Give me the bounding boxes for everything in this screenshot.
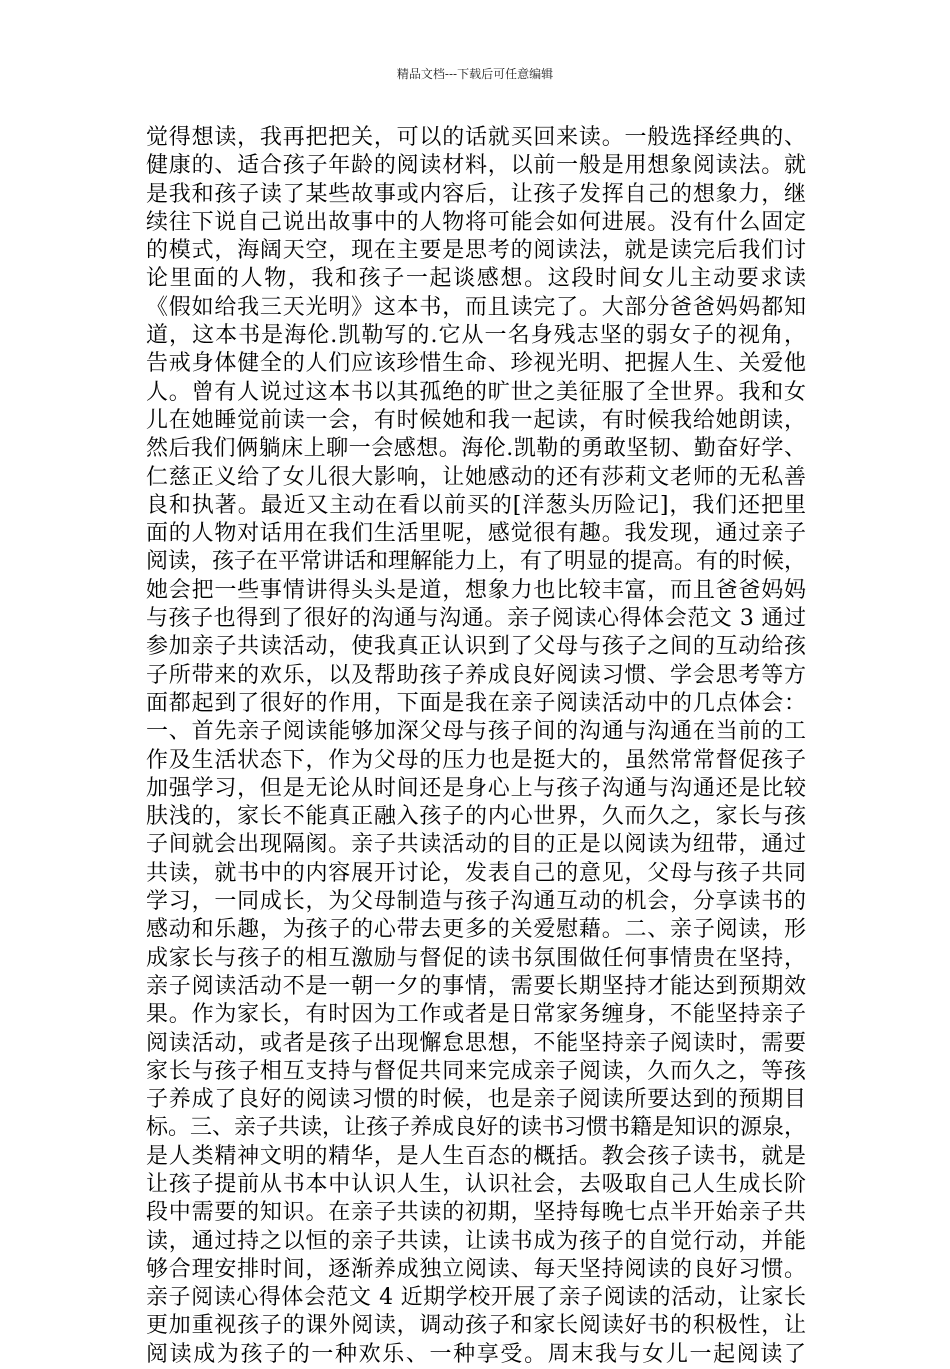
- text-line: 感动和乐趣，为孩子的心带去更多的关爱慰藉。二、亲子阅读，形: [146, 917, 806, 943]
- text-line: 面都起到了很好的作用，下面是我在亲子阅读活动中的几点体会：: [146, 690, 806, 716]
- text-line: 阅读成为孩子的一种欢乐、一种享受。周末我与女儿一起阅读了: [146, 1341, 806, 1367]
- text-line: 仁慈正义给了女儿很大影响，让她感动的还有莎莉文老师的无私善: [146, 464, 806, 490]
- text-line: 论里面的人物，我和孩子一起谈感想。这段时间女儿主动要求读: [146, 266, 806, 292]
- text-line: 阅读活动，或者是孩子出现懈怠思想，不能坚持亲子阅读时，需要: [146, 1030, 806, 1056]
- text-line: 告戒身体健全的人们应该珍惜生命、珍视光明、把握人生、关爱他: [146, 351, 806, 377]
- text-line: 亲子阅读心得体会范文 4 近期学校开展了亲子阅读的活动，让家长: [146, 1285, 806, 1311]
- text-line: 读，通过持之以恒的亲子共读，让读书成为孩子的自觉行动，并能: [146, 1228, 806, 1254]
- page-header: 精品文档---下载后可任意编辑: [396, 67, 554, 81]
- text-line: 良和执著。最近又主动在看以前买的[洋葱头历险记]，我们还把里: [146, 492, 806, 518]
- text-line: 家长与孩子相互支持与督促共同来完成亲子阅读，久而久之，等孩: [146, 1058, 806, 1084]
- text-line: 《假如给我三天光明》这本书，而且读完了。大部分爸爸妈妈都知: [146, 294, 806, 320]
- text-line: 道，这本书是海伦.凯勒写的.它从一名身残志坚的弱女子的视角，: [146, 323, 806, 349]
- text-line: 学习，一同成长，为父母制造与孩子沟通互动的机会，分享读书的: [146, 889, 806, 915]
- text-line: 子间就会出现隔阂。亲子共读活动的目的正是以阅读为纽带，通过: [146, 832, 806, 858]
- text-line: 够合理安排时间，逐渐养成独立阅读、每天坚持阅读的良好习惯。: [146, 1256, 806, 1282]
- text-line: 肤浅的，家长不能真正融入孩子的内心世界，久而久之，家长与孩: [146, 804, 806, 830]
- text-line: 成家长与孩子的相互激励与督促的读书氛围做任何事情贵在坚持，: [146, 945, 806, 971]
- text-line: 作及生活状态下，作为父母的压力也是挺大的，虽然常常督促孩子: [146, 747, 806, 773]
- text-line: 段中需要的知识。在亲子共读的初期，坚持每晚七点半开始亲子共: [146, 1200, 806, 1226]
- text-line: 一、首先亲子阅读能够加深父母与孩子间的沟通与沟通在当前的工: [146, 719, 806, 745]
- text-line: 是人类精神文明的精华，是人生百态的概括。教会孩子读书，就是: [146, 1143, 806, 1169]
- text-line: 果。作为家长，有时因为工作或者是日常家务缠身，不能坚持亲子: [146, 1002, 806, 1028]
- text-line: 然后我们俩躺床上聊一会感想。海伦.凯勒的勇敢坚韧、勤奋好学、: [146, 436, 806, 462]
- document-body: [146, 124, 806, 1369]
- text-line: 面的人物对话用在我们生活里呢，感觉很有趣。我发现，通过亲子: [146, 521, 806, 547]
- text-line: 人。曾有人说过这本书以其孤绝的旷世之美征服了全世界。我和女: [146, 379, 806, 405]
- text-line: 共读，就书中的内容展开讨论，发表自己的意见，父母与孩子共同: [146, 860, 806, 886]
- text-line: 子养成了良好的阅读习惯的时候，也是亲子阅读所要达到的预期目: [146, 1087, 806, 1113]
- text-line: 加强学习，但是无论从时间还是身心上与孩子沟通与沟通还是比较: [146, 775, 806, 801]
- text-line: 的模式，海阔天空，现在主要是思考的阅读法，就是读完后我们讨: [146, 238, 806, 264]
- text-line: 更加重视孩子的课外阅读，调动孩子和家长阅读好书的积极性，让: [146, 1313, 806, 1339]
- text-line: 儿在她睡觉前读一会，有时候她和我一起读，有时候我给她朗读，: [146, 407, 806, 433]
- text-line: 标。三、亲子共读，让孩子养成良好的读书习惯书籍是知识的源泉，: [146, 1115, 807, 1141]
- text-line: 续往下说自己说出故事中的人物将可能会如何进展。没有什么固定: [146, 209, 806, 235]
- text-line: 阅读，孩子在平常讲话和理解能力上，有了明显的提高。有的时候，: [146, 549, 807, 575]
- text-line: 觉得想读，我再把把关，可以的话就买回来读。一般选择经典的、: [146, 125, 806, 150]
- text-line: 与孩子也得到了很好的沟通与沟通。亲子阅读心得体会范文 3 通过: [146, 606, 806, 632]
- text-line: 子所带来的欢乐，以及帮助孩子养成良好阅读习惯、学会思考等方: [146, 662, 806, 688]
- text-line: 亲子阅读活动不是一朝一夕的事情，需要长期坚持才能达到预期效: [146, 973, 806, 999]
- text-line: 她会把一些事情讲得头头是道，想象力也比较丰富，而且爸爸妈妈: [146, 577, 806, 603]
- text-line: 参加亲子共读活动，使我真正认识到了父母与孩子之间的互动给孩: [146, 634, 806, 660]
- text-line: 让孩子提前从书本中认识人生，认识社会，去吸取自己人生成长阶: [146, 1171, 806, 1197]
- text-line: 是我和孩子读了某些故事或内容后，让孩子发挥自己的想象力，继: [146, 181, 806, 207]
- text-line: 健康的、适合孩子年龄的阅读材料，以前一般是用想象阅读法。就: [146, 153, 806, 179]
